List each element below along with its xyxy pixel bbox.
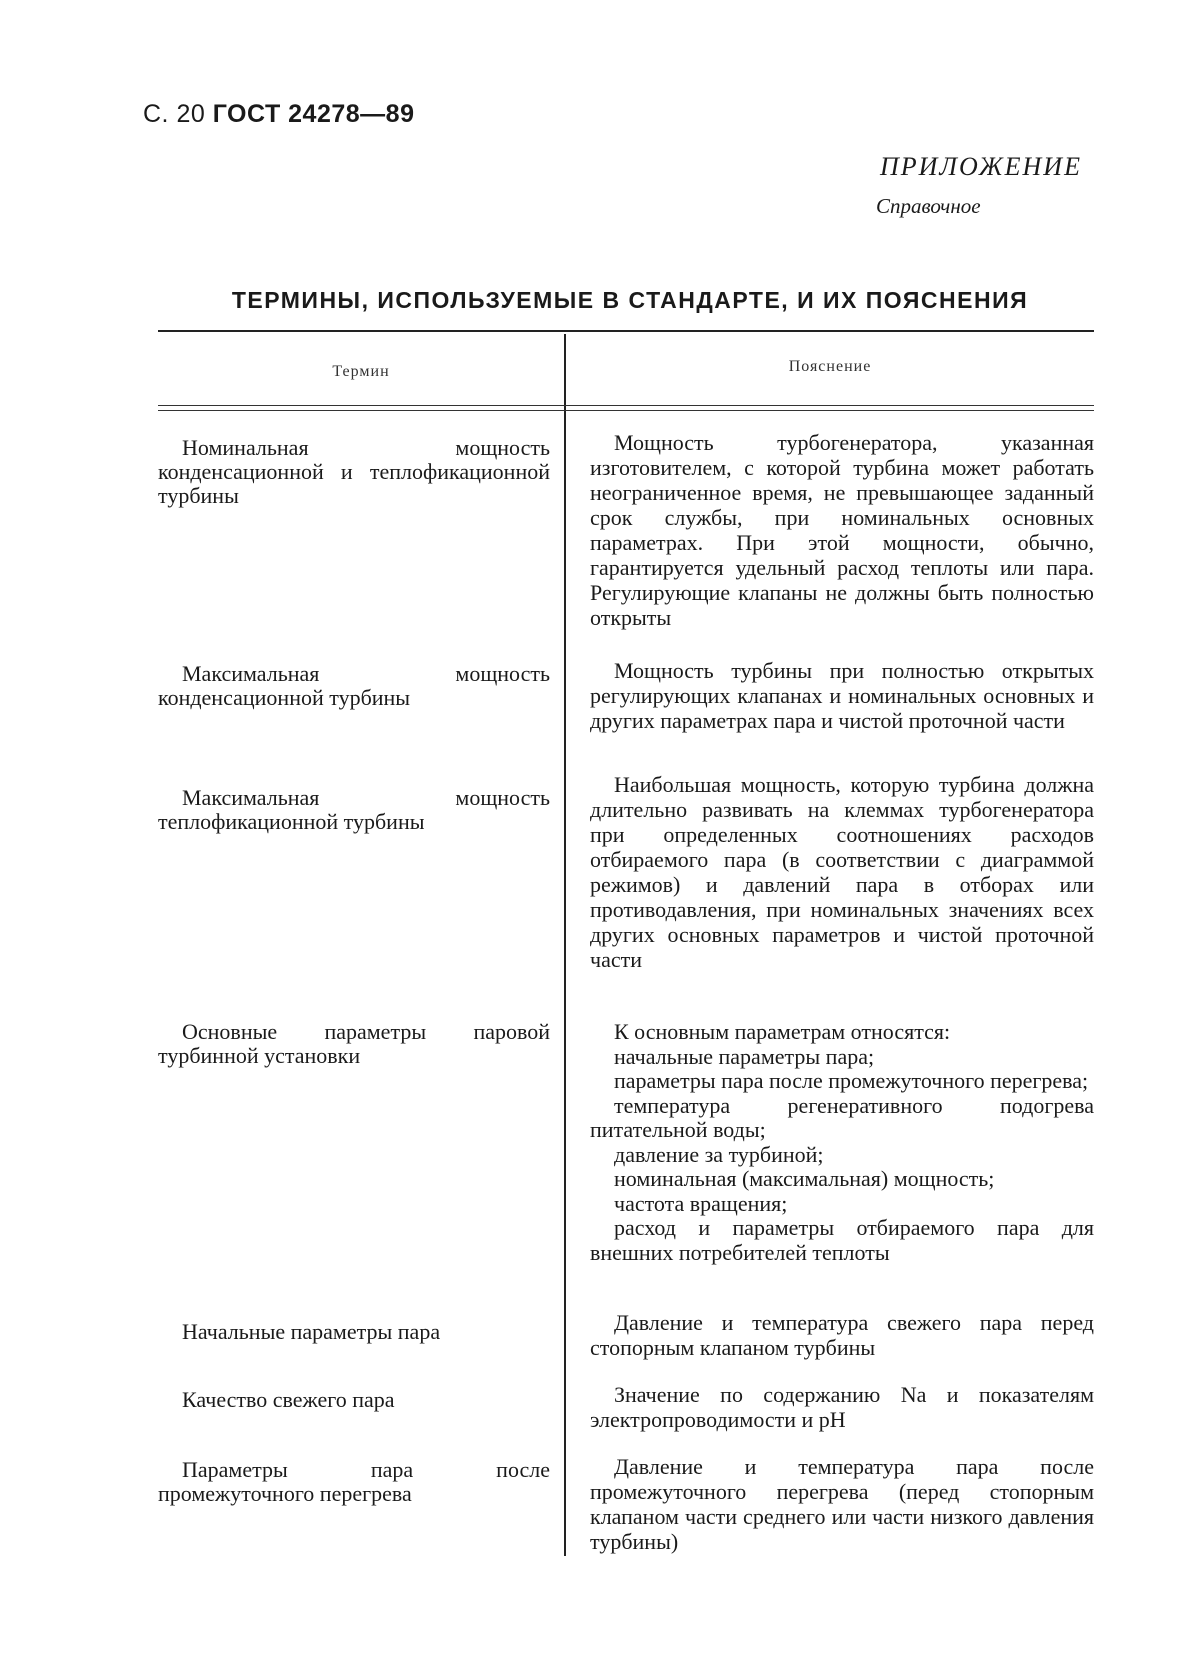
page-number: С. 20 bbox=[143, 100, 206, 128]
explanation-cell: Наибольшая мощность, которую турбина должна длительно развивать на клеммах турбогенератора при определенных соотношениях расходов отбираемого пара (в соответствии с диаграммой режимов) и давлений пара в отборах или противодавления, при номинальных значениях всех других основных параметров и чистой проточной части bbox=[590, 772, 1094, 972]
term-cell: Параметры пара после промежуточного перегрева bbox=[158, 1457, 550, 1506]
explanation-cell: Давление и температура пара после промежуточного перегрева (перед стопорным клапаном части среднего или части низкого давления турбины) bbox=[590, 1454, 1094, 1554]
list-item: начальные параметры пара; bbox=[614, 1043, 875, 1069]
column-divider bbox=[564, 334, 566, 1556]
explanation-cell: Давление и температура свежего пара перед стопорным клапаном турбины bbox=[590, 1310, 1094, 1360]
term-cell: Максимальная мощность теплофикационной турбины bbox=[158, 785, 550, 834]
page-header bbox=[143, 100, 414, 129]
column-header-explanation: Пояснение bbox=[788, 358, 872, 375]
standard-number: ГОСТ 24278—89 bbox=[212, 100, 415, 128]
list-item: расход и параметры отбираемого пара для внешних потребителей теплоты bbox=[590, 1215, 1094, 1265]
term-cell: Номинальная мощность конденсационной и теплофикационной турбины bbox=[158, 435, 550, 508]
term-cell: Максимальная мощность конденсационной турбины bbox=[158, 661, 550, 710]
list-item: параметры пара после промежуточного перегрева; bbox=[614, 1068, 1089, 1093]
column-header-term: Термин bbox=[332, 363, 390, 380]
list-item: температура регенеративного подогрева питательной воды; bbox=[590, 1092, 1094, 1142]
term-cell: Основные параметры паровой турбинной установки bbox=[158, 1019, 550, 1068]
list-item: частота вращения; bbox=[614, 1190, 788, 1216]
explanation-cell: Мощность турбины при полностью открытых регулирующих клапанах и номинальных основных и других параметрах пара и чистой проточной части bbox=[590, 658, 1094, 733]
appendix-title: ПРИЛОЖЕНИЕ bbox=[880, 152, 1082, 181]
table-top-rule bbox=[158, 330, 1094, 332]
term-cell: Качество свежего пара bbox=[182, 1387, 395, 1412]
explanation-cell: Значение по содержанию Na и показателям электропроводимости и pH bbox=[590, 1382, 1094, 1432]
list-item: номинальная (максимальная) мощность; bbox=[614, 1166, 995, 1191]
list-item: К основным параметрам относятся: bbox=[614, 1019, 951, 1044]
term-cell: Начальные параметры пара bbox=[182, 1319, 441, 1344]
appendix-subtitle: Справочное bbox=[876, 194, 981, 218]
list-item: давление за турбиной; bbox=[614, 1141, 824, 1167]
explanation-cell: Мощность турбогенератора, указанная изготовителем, с которой турбина может работать неограниченное время, не превышающее заданный срок службы, при номинальных основных параметрах. При этой мощности, обычно, гарантируется удельный расход теплоты или пара. Регулирующие клапаны не должны быть полностью открыты bbox=[590, 430, 1094, 630]
header-rule bbox=[158, 405, 1094, 406]
explanation-list bbox=[590, 1020, 1094, 1265]
header-rule-double bbox=[158, 410, 1094, 411]
table-title: ТЕРМИНЫ, ИСПОЛЬЗУЕМЫЕ В СТАНДАРТЕ, И ИХ ПОЯСНЕНИЯ bbox=[231, 287, 1029, 313]
